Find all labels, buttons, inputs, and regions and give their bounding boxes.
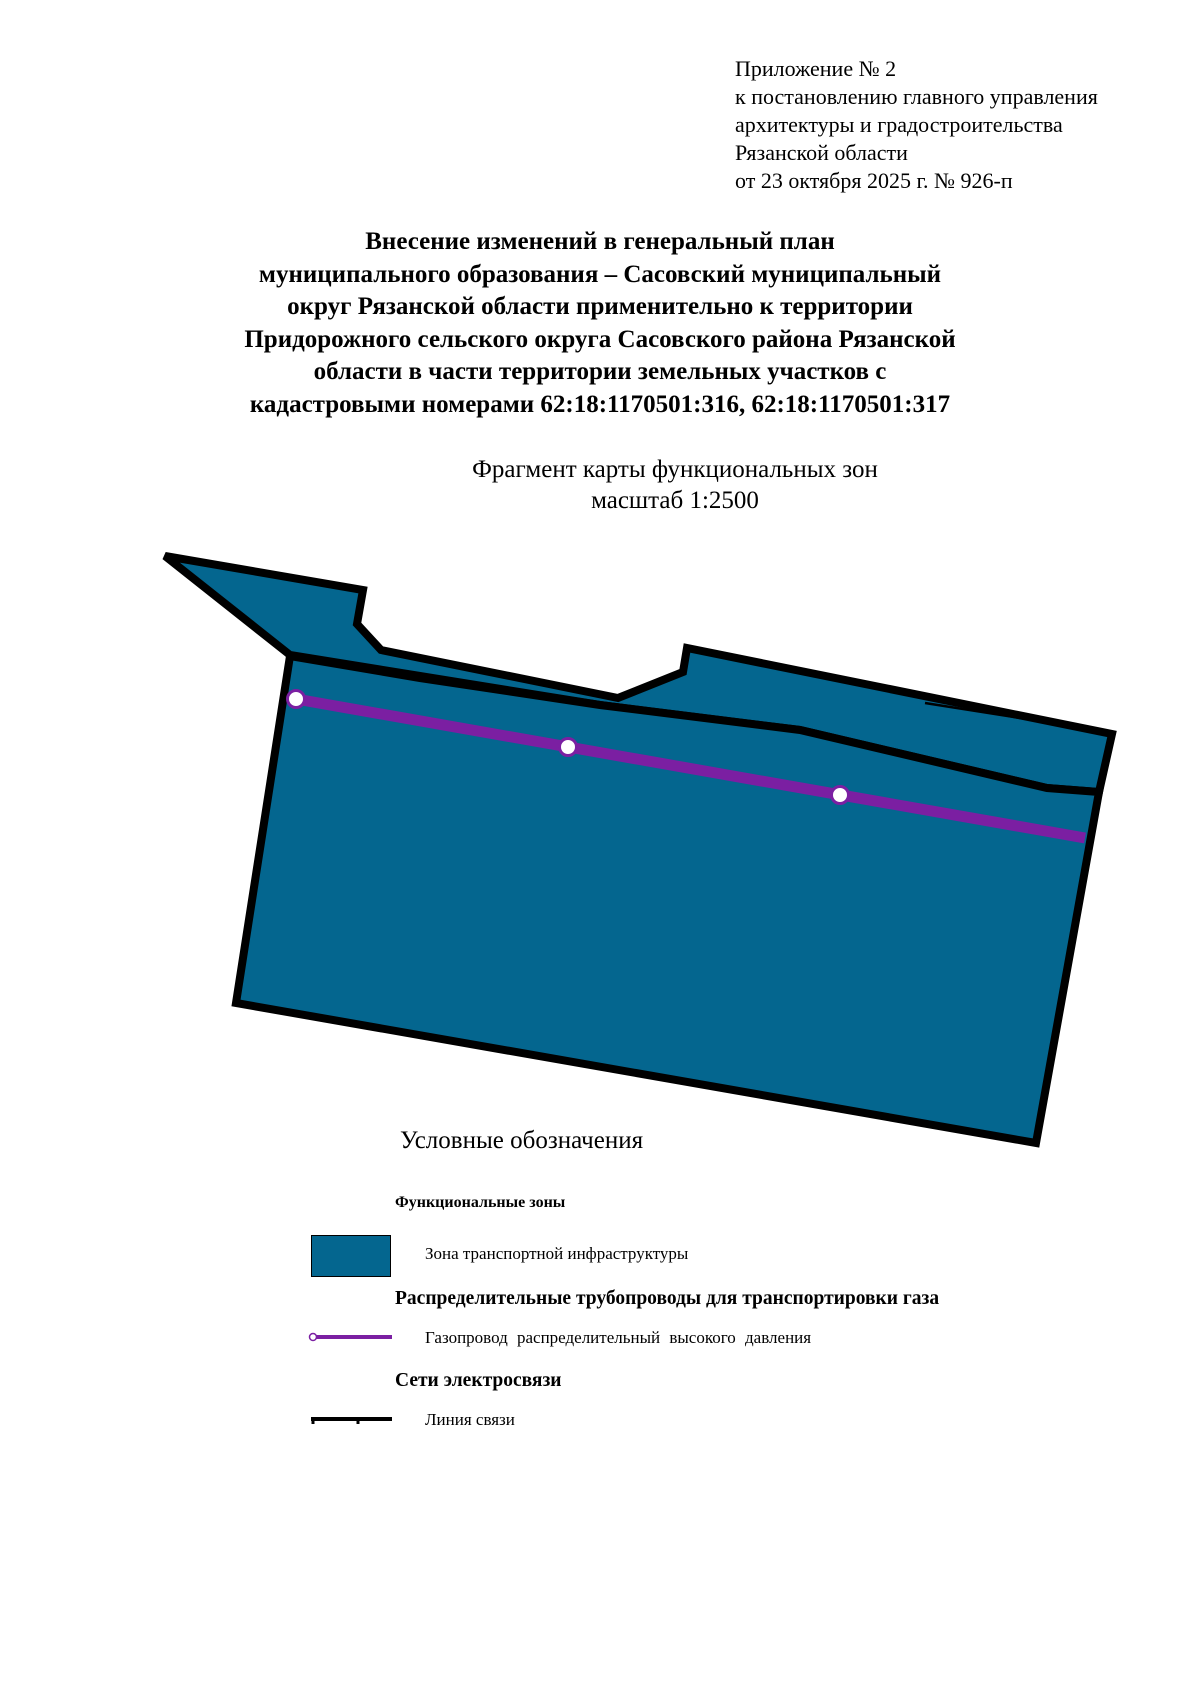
legend-heading-zones: Функциональные зоны	[395, 1194, 566, 1211]
gas-node-icon	[288, 691, 305, 708]
appendix-line: к постановлению главного управления	[735, 84, 1098, 109]
transport-zone-swatch	[311, 1235, 391, 1277]
map-scale: масштаб 1:2500	[591, 487, 759, 514]
map-name: Фрагмент карты функциональных зон	[472, 456, 878, 483]
title-line: округ Рязанской области применительно к территории	[287, 293, 913, 320]
legend-label-gas: Газопровод распределительный высокого давления	[425, 1328, 812, 1347]
legend-symbols	[305, 1320, 405, 1430]
appendix-line: Приложение № 2	[735, 56, 897, 81]
legend-label-elec: Линия связи	[425, 1410, 515, 1429]
appendix-line: Рязанской области	[735, 140, 908, 165]
gas-node-icon	[310, 1334, 317, 1341]
transport-zone-area	[165, 556, 1112, 1143]
legend-title: Условные обозначения	[400, 1127, 644, 1154]
legend-heading-gas: Распределительные трубопроводы для транспортировки газа	[395, 1288, 940, 1309]
title-line: Внесение изменений в генеральный план	[365, 228, 835, 255]
gas-node-icon	[832, 787, 849, 804]
appendix-line: от 23 октября 2025 г. № 926-п	[735, 168, 1013, 193]
gas-node-icon	[560, 739, 577, 756]
title-line: области в части территории земельных участков с	[313, 358, 887, 385]
title-line: муниципального образования – Сасовский муниципальный	[258, 260, 942, 288]
title-line: кадастровыми номерами 62:18:1170501:316, 62:18:1170501:317	[249, 390, 951, 418]
appendix-line: архитектуры и градостроительства	[735, 112, 1063, 137]
legend-label-transport-zone: Зона транспортной инфраструктуры	[425, 1244, 689, 1263]
legend-heading-elec: Сети электросвязи	[395, 1370, 562, 1391]
title-line: Придорожного сельского округа Сасовского района Рязанской	[244, 325, 956, 353]
